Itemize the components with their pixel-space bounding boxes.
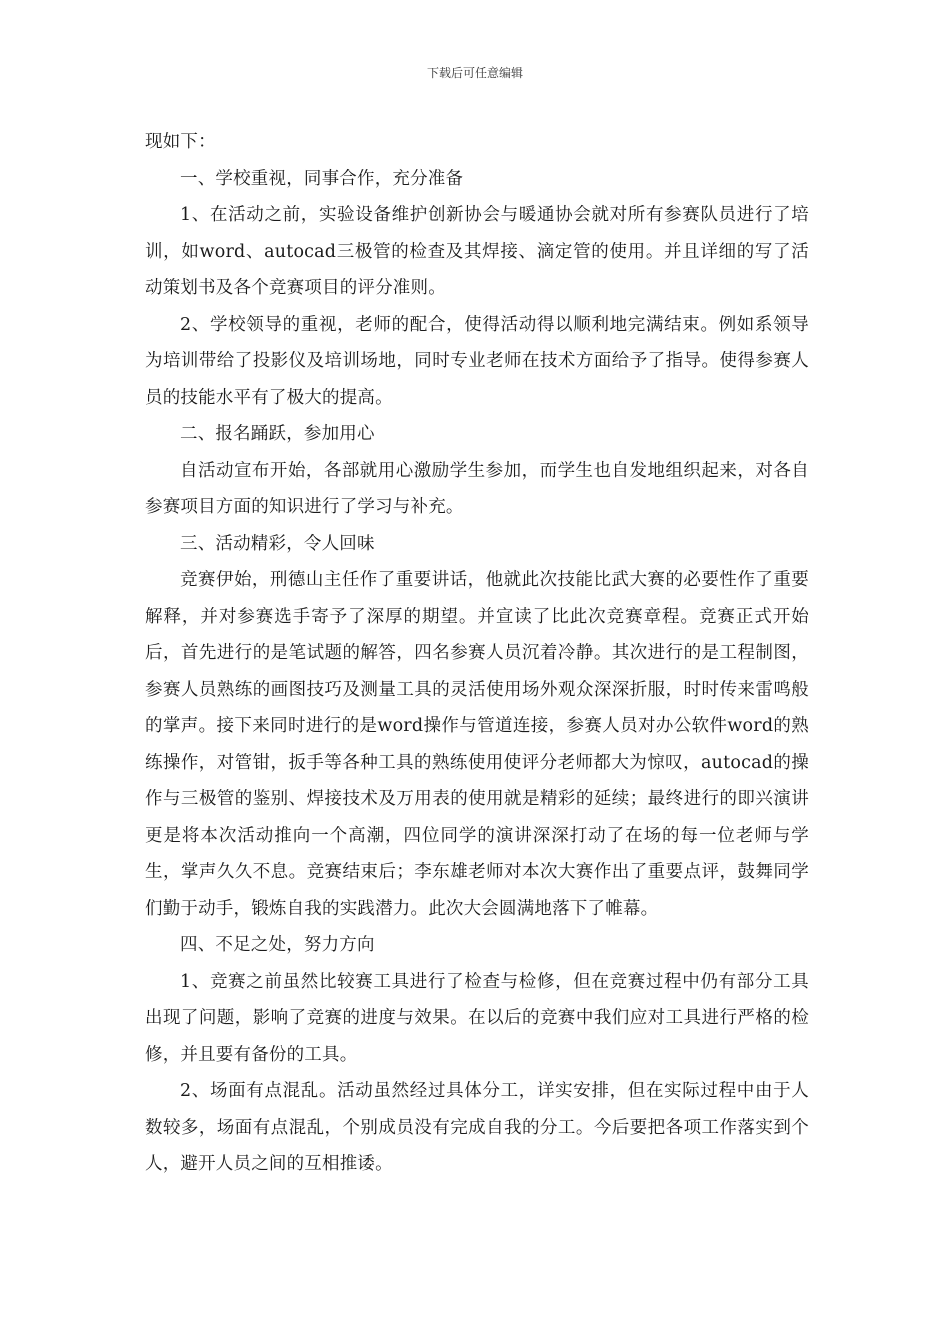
paragraph-4-1: 1、竞赛之前虽然比较赛工具进行了检查与检修，但在竞赛过程中仍有部分工具出现了问题，影响了竞赛的进度与效果。在以后的竞赛中我们应对工具进行严格的检修，并且要有备份的工具。	[145, 971, 809, 1065]
document-body	[145, 124, 809, 1183]
section-heading-2: 二、报名踊跃，参加用心	[180, 424, 375, 444]
paragraph-2: 自活动宣布开始，各部就用心激励学生参加，而学生也自发地组织起来，对各自参赛项目方面的知识进行了学习与补充。	[145, 460, 809, 517]
paragraph-intro: 现如下：	[145, 132, 216, 152]
section-heading-1: 一、学校重视，同事合作，充分准备	[180, 168, 464, 189]
paragraph-1-2: 2、学校领导的重视，老师的配合，使得活动得以顺利地完满结束。例如系领导为培训带给了投影仪及培训场地，同时专业老师在技术方面给予了指导。使得参赛人员的技能水平有了极大的提高。	[145, 314, 809, 408]
paragraph-3: 竞赛伊始，刑德山主任作了重要讲话，他就此次技能比武大赛的必要性作了重要解释，并对参赛选手寄予了深厚的期望。并宣读了比此次竞赛章程。竞赛正式开始后，首先进行的是笔试题的解答，四名参赛人员沉着冷静。其次进行的是工程制图，参赛人员熟练的画图技巧及测量工具的灵活使用场外观众深深折服，时时传来雷鸣般的掌声。接下来同时进行的是word操作与管道连接，参赛人员对办公软件word的熟练操作，对管钳，扳手等各种工具的熟练使用使评分老师都大为惊叹，autocad的操作与三极管的鉴别、焊接技术及万用表的使用就是精彩的延续；最终进行的即兴演讲更是将本次活动推向一个高潮，四位同学的演讲深深打动了在场的每一位老师与学生，掌声久久不息。竞赛结束后；李东雄老师对本次大赛作出了重要点评，鼓舞同学们勤于动手，锻炼自我的实践潜力。此次大会圆满地落下了帷幕。	[145, 570, 809, 919]
section-heading-4: 四、不足之处，努力方向	[180, 935, 375, 955]
header-note: 下载后可任意编辑	[426, 66, 523, 80]
section-heading-3: 三、活动精彩，令人回味	[180, 533, 375, 554]
paragraph-4-2: 2、场面有点混乱。活动虽然经过具体分工，详实安排，但在实际过程中由于人数较多，场面有点混乱，个别成员没有完成自我的分工。今后要把各项工作落实到个人，避开人员之间的互相推诿。	[145, 1081, 809, 1174]
paragraph-1-1: 1、在活动之前，实验设备维护创新协会与暖通协会就对所有参赛队员进行了培训，如word、autocad三极管的检查及其焊接、滴定管的使用。并且详细的写了活动策划书及各个竞赛项目的评分准则。	[145, 205, 809, 298]
